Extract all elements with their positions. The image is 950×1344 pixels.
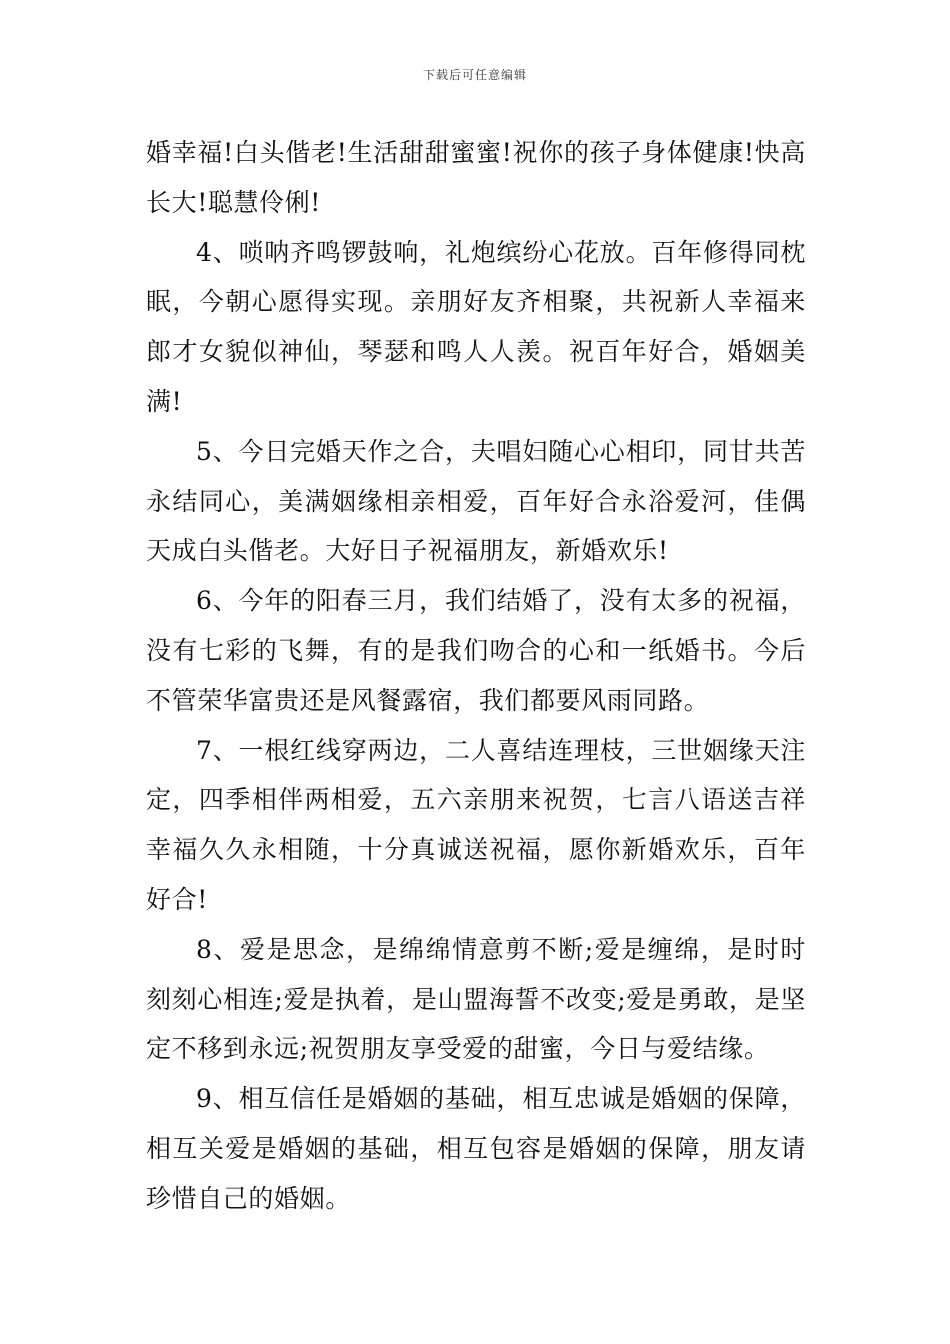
paragraph-6: 6、今年的阳春三月，我们结婚了，没有太多的祝福，没有七彩的飞舞，有的是我们吻合的心和一纸婚书。今后不管荣华富贵还是风餐露宿，我们都要风雨同路。: [146, 586, 806, 715]
paragraph-7: 7、一根红线穿两边，二人喜结连理枝，三世姻缘天注定，四季相伴两相爱，五六亲朋来祝贺，七言八语送吉祥幸福久久永相随，十分真诚送祝福，愿你新婚欢乐，百年好合!: [146, 735, 806, 914]
paragraph-4: 4、唢呐齐鸣锣鼓响，礼炮缤纷心花放。百年修得同枕眠，今朝心愿得实现。亲朋好友齐相聚，共祝新人幸福来郎才女貌似神仙，琴瑟和鸣人人羡。祝百年好合，婚姻美满!: [146, 237, 806, 416]
paragraph-8: 8、爱是思念，是绵绵情意剪不断;爱是缠绵，是时时刻刻心相连;爱是执着，是山盟海誓不改变;爱是勇敢，是坚定不移到永远;祝贺朋友享受爱的甜蜜，今日与爱结缘。: [146, 934, 806, 1064]
paragraph-5: 5、今日完婚天作之合，夫唱妇随心心相印，同甘共苦永结同心，美满姻缘相亲相爱，百年好合永浴爱河，佳偶天成白头偕老。大好日子祝福朋友，新婚欢乐!: [146, 436, 806, 566]
header-note: 下载后可任意编辑: [422, 68, 527, 82]
paragraph-9: 9、相互信任是婚姻的基础，相互忠诚是婚姻的保障，相互关爱是婚姻的基础，相互包容是婚姻的保障，朋友请珍惜自己的婚姻。: [146, 1084, 806, 1213]
document-body: [146, 128, 806, 1224]
paragraph-continued: 婚幸福!白头偕老!生活甜甜蜜蜜!祝你的孩子身体健康!快高长大!聪慧伶俐!: [146, 138, 806, 217]
